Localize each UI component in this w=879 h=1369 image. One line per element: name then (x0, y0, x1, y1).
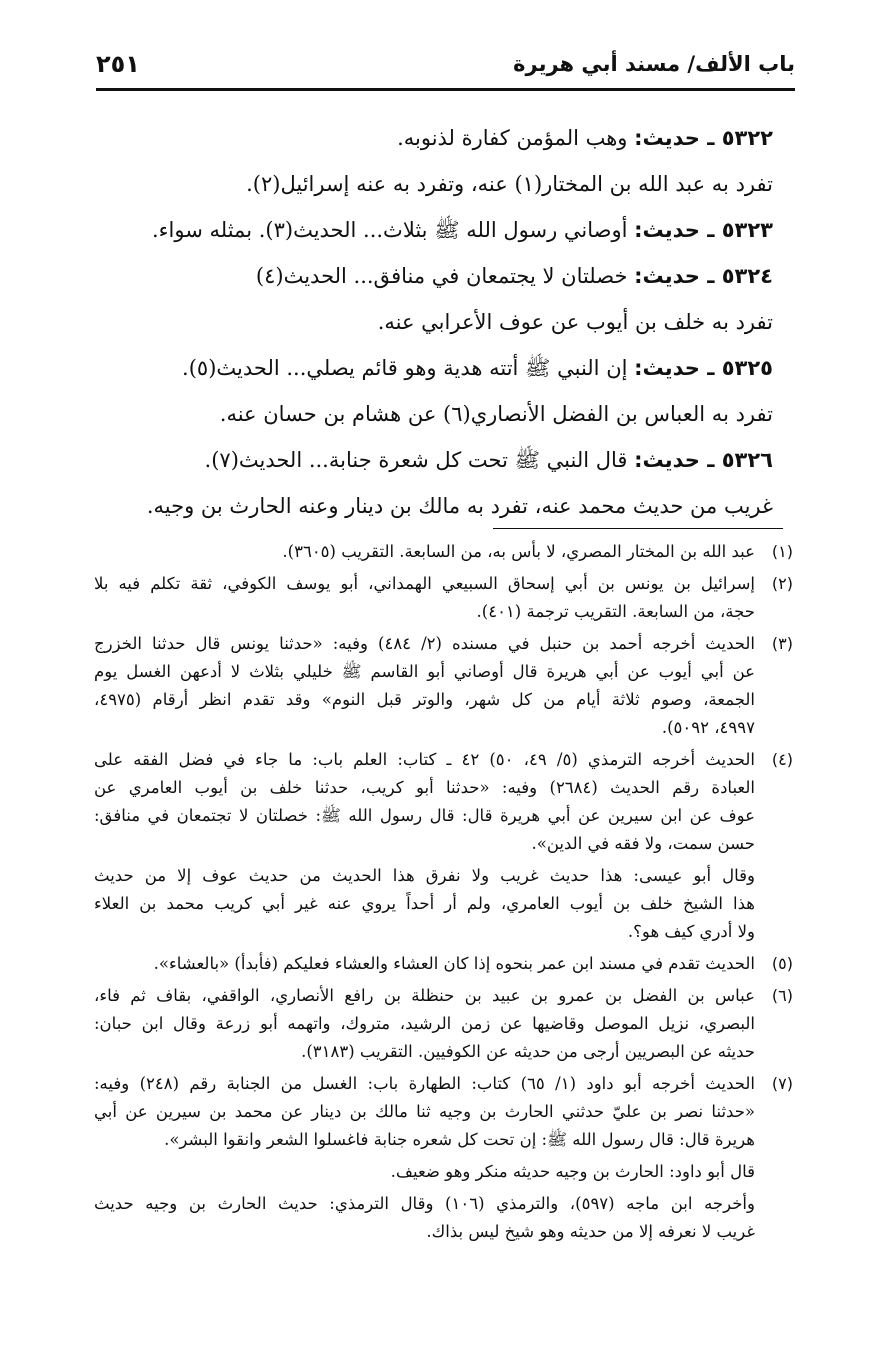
hadith-label: ٥٣٢٦ ـ حديث: (634, 448, 773, 472)
hadith-5326 (96, 437, 773, 483)
footnote-line: العبادة رقم الحديث (٢٦٨٤) وفيه: «حدثنا أبو كريب، حدثنا خلف بن أيوب العامري عن (94, 778, 755, 797)
footnote-line: عبد الله بن المختار المصري، لا بأس به، من السابعة. التقريب (٣٦٠٥). (282, 542, 755, 561)
hadith-label: ٥٣٢٣ ـ حديث: (634, 218, 773, 242)
footnote-number: (٤) (771, 750, 793, 769)
hadith-label: ٥٣٢٥ ـ حديث: (634, 356, 773, 380)
commentary-line (96, 391, 773, 437)
footnotes (94, 538, 793, 1250)
footnote-line: ٤٩٩٧، ٥٠٩٢). (661, 718, 755, 737)
footnote-line: وأخرجه ابن ماجه (٥٩٧)، والترمذي (١٠٦) وقال الترمذي: حديث الحارث بن وجيه حديث (94, 1194, 755, 1213)
footnote-line: إسرائيل بن يونس بن أبي إسحاق السبيعي الهمداني، أبو يوسف الكوفي، ثقة تكلم فيه بلا (94, 574, 755, 593)
footnote-line: «حدثنا نصر بن عليّ حدثني الحارث بن وجيه ثنا مالك بن دينار عن محمد بن سيرين عن أبي (94, 1102, 755, 1121)
commentary-text: تفرد به العباس بن الفضل الأنصاري(٦) عن هشام بن حسان عنه. (219, 402, 773, 426)
footnote-line: عن أبي أيوب عن أبي هريرة قال أوصاني أبو القاسم ﷺ خليلي بثلاث لا أدعهن الغسل يوم (94, 662, 755, 681)
footnote-line: هريرة قال: قال رسول الله ﷺ: إن تحت كل شعره جنابة فاغسلوا الشعر وانقوا البشر». (164, 1130, 755, 1149)
footnote-number: (٧) (771, 1074, 793, 1093)
footnote-line: البصري، نزيل الموصل وقاضيها عن زمن الرشيد، متروك، واتهمه أبو زرعة وقال ابن حبان: (94, 1014, 755, 1033)
hadith-5324 (96, 253, 773, 299)
commentary-line (96, 483, 773, 529)
footnote-7 (94, 1070, 793, 1246)
footnote-line: حسن سمت، ولا فقه في الدين». (531, 834, 755, 853)
page-header (96, 50, 795, 91)
footnote-2 (94, 570, 793, 626)
footnote-line: قال أبو داود: الحارث بن وجيه حديثه منكر وهو ضعيف. (390, 1162, 755, 1181)
commentary-text: تفرد به خلف بن أيوب عن عوف الأعرابي عنه. (377, 310, 773, 334)
footnote-number: (٢) (771, 574, 793, 593)
footnote-line: غريب لا نعرفه إلا من حديثه وهو شيخ ليس بذاك. (426, 1222, 755, 1241)
footnote-line: الحديث أخرجه أبو داود (١/ ٦٥) كتاب: الطهارة باب: الغسل من الجنابة رقم (٢٤٨) وفيه: (94, 1074, 755, 1093)
footnote-line: الحديث أخرجه الترمذي (٥/ ٤٩، ٥٠) ٤٢ ـ كتاب: العلم باب: ما جاء في فضل الفقه على (94, 750, 755, 769)
footnote-3 (94, 630, 793, 742)
footnote-line: هذا الشيخ خلف بن أيوب العامري، ولم أر أحداً يروي عنه غير أبي كريب محمد بن العلاء (94, 894, 755, 913)
footnote-line: الحديث أخرجه أحمد بن حنبل في مسنده (٢/ ٤٨٤) وفيه: «حدثنا يونس قال حدثنا الخزرج (94, 634, 756, 653)
footnote-line: عباس بن الفضل بن عمرو بن عبيد بن حنظلة بن رافع الأنصاري، الواقفي، بقاف ثم فاء، (94, 986, 755, 1005)
hadith-5323 (96, 207, 773, 253)
footnote-line: الحديث تقدم في مسند ابن عمر بنحوه إذا كان العشاء والعشاء فعليكم (فأبدأ) «بالعشاء». (153, 954, 755, 973)
hadith-text: أوصاني رسول الله ﷺ بثلاث... الحديث(٣). بمثله سواء. (152, 218, 635, 242)
commentary-text: تفرد به عبد الله بن المختار(١) عنه، وتفرد به عنه إسرائيل(٢). (246, 172, 773, 196)
footnote-5 (94, 950, 793, 978)
hadith-5322 (96, 115, 773, 161)
footnote-line: حجة، من السابعة. التقريب ترجمة (٤٠١). (476, 602, 755, 621)
commentary-line (96, 161, 773, 207)
footnote-1 (94, 538, 793, 566)
hadith-text: قال النبي ﷺ تحت كل شعرة جنابة... الحديث(٧). (204, 448, 635, 472)
footnote-4 (94, 746, 793, 946)
commentary-text: غريب من حديث محمد عنه، تفرد به مالك بن دينار وعنه الحارث بن وجيه. (146, 494, 773, 518)
footnote-line: وقال أبو عيسى: هذا حديث غريب ولا نفرق هذا الحديث من حديث عوف إلا من حديث (94, 866, 755, 885)
footnote-line: ولا أدري كيف هو؟. (627, 922, 755, 941)
hadith-label: ٥٣٢٤ ـ حديث: (634, 264, 773, 288)
main-text (96, 115, 773, 529)
footnote-number: (١) (771, 542, 793, 561)
running-title: باب الألف/ مسند أبي هريرة (513, 52, 795, 76)
footnote-line: الجمعة، وصوم ثلاثة أيام من كل شهر، والوتر قبل النوم» وقد تقدم انظر أرقام (٤٩٧٥، (94, 690, 755, 709)
page-number: ٢٥١ (96, 50, 140, 78)
footnote-number: (٣) (771, 634, 793, 653)
hadith-text: إن النبي ﷺ أتته هدية وهو قائم يصلي... الحديث(٥). (182, 356, 635, 380)
hadith-text: خصلتان لا يجتمعان في منافق... الحديث(٤) (255, 264, 635, 288)
hadith-5325 (96, 345, 773, 391)
footnote-line: حديثه عن البصريين أرجى من حديثه عن الكوفيين. التقريب (٣١٨٣). (301, 1042, 755, 1061)
footnote-separator (493, 528, 783, 529)
footnote-number: (٦) (771, 986, 793, 1005)
hadith-text: وهب المؤمن كفارة لذنوبه. (397, 126, 635, 150)
commentary-line (96, 299, 773, 345)
footnote-line: عوف عن ابن سيرين عن أبي هريرة قال: قال رسول الله ﷺ: خصلتان لا تجتمعان في منافق: (94, 806, 755, 825)
footnote-6 (94, 982, 793, 1066)
hadith-label: ٥٣٢٢ ـ حديث: (634, 126, 773, 150)
footnote-number: (٥) (771, 954, 793, 973)
